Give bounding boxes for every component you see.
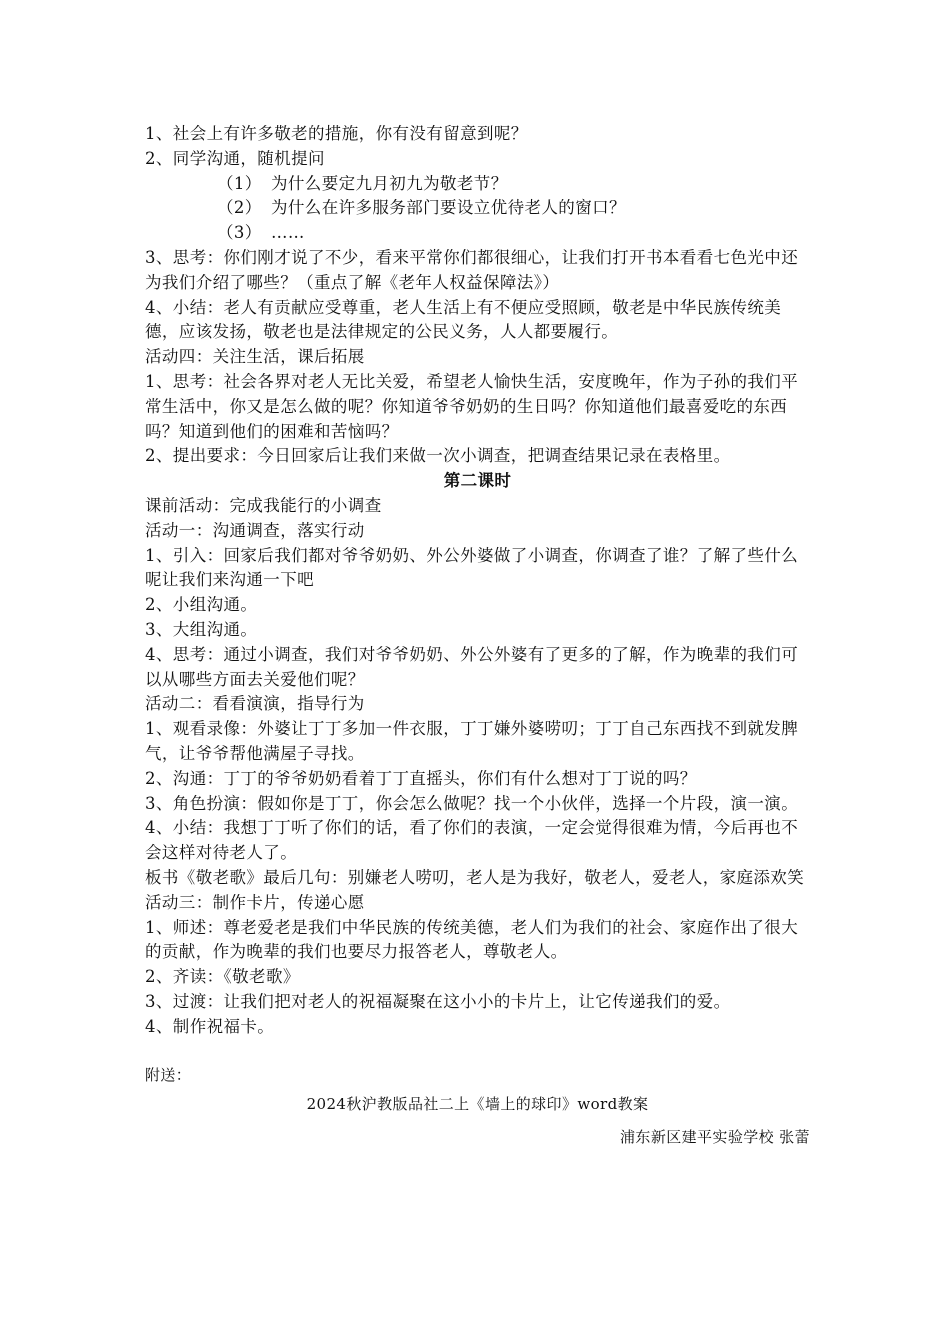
paragraph: 1、观看录像：外婆让丁丁多加一件衣服，丁丁嫌外婆唠叨；丁丁自己东西找不到就发脾气，让爷爷帮他满屋子寻找。 <box>145 719 799 763</box>
paragraph: 3、大组沟通。 <box>145 619 258 639</box>
paragraph: 3、过渡：让我们把对老人的祝福凝聚在这小小的卡片上，让它传递我们的爱。 <box>145 991 731 1011</box>
question-number: （1） <box>217 173 262 193</box>
paragraph: 3、思考：你们刚才说了不少，看来平常你们都很细心，让我们打开书本看看七色光中还为我们介绍了哪些？（重点了解《老年人权益保障法》） <box>145 247 799 292</box>
paragraph: 板书《敬老歌》最后几句：别嫌老人唠叨，老人是为我好，敬老人，爱老人，家庭添欢笑 <box>145 867 805 887</box>
paragraph: 1、师述：尊老爱老是我们中华民族的传统美德，老人们为我们的社会、家庭作出了很大的贡献，作为晚辈的我们也要尽力报答老人，尊敬老人。 <box>145 917 799 962</box>
question-number: （2） <box>217 198 262 218</box>
question-text: 为什么在许多服务部门要设立优待老人的窗口？ <box>271 198 626 218</box>
paragraph: 4、制作祝福卡。 <box>145 1016 275 1036</box>
question-item <box>145 172 810 197</box>
question-item <box>145 221 810 246</box>
paragraph: 2、小组沟通。 <box>145 595 258 615</box>
paragraph: 4、小结：我想丁丁听了你们的话，看了你们的表演，一定会觉得很难为情，今后再也不会这样对待老人了。 <box>145 818 799 863</box>
paragraph: 1、社会上有许多敬老的措施，你有没有留意到呢？ <box>145 124 528 143</box>
paragraph: 2、提出要求：今日回家后让我们来做一次小调查，把调查结果记录在表格里。 <box>145 446 731 466</box>
paragraph: 1、引入：回家后我们都对爷爷奶奶、外公外婆做了小调查，你调查了谁？了解了些什么呢让我们来沟通一下吧 <box>145 545 799 590</box>
paragraph: 1、思考：社会各界对老人无比关爱，希望老人愉快生活，安度晚年，作为子孙的我们平常生活中，你又是怎么做的呢？你知道爷爷奶奶的生日吗？你知道他们最喜爱吃的东西吗？知道到他们的困难和苦恼吗？ <box>145 371 799 441</box>
paragraph: 4、思考：通过小调查，我们对爷爷奶奶、外公外婆有了更多的了解，作为晚辈的我们可以从哪些方面去关爱他们呢？ <box>145 644 799 689</box>
document-body <box>145 122 810 1150</box>
section-title: 第二课时 <box>443 471 512 491</box>
attached-title: 2024秋沪教版品社二上《墙上的球印》word教案 <box>306 1095 649 1114</box>
paragraph: 2、沟通：丁丁的爷爷奶奶看着丁丁直摇头，你们有什么想对丁丁说的吗？ <box>145 768 697 788</box>
paragraph: 3、角色扮演：假如你是丁丁，你会怎么做呢？找一个小伙伴，选择一个片段，演一演。 <box>145 793 799 813</box>
activity-heading: 课前活动：完成我能行的小调查 <box>145 495 382 515</box>
activity-heading: 活动三：制作卡片，传递心愿 <box>145 892 365 912</box>
paragraph: 2、齐读：《敬老歌》 <box>145 967 300 987</box>
question-number: （3） <box>217 223 262 243</box>
activity-heading: 活动四：关注生活，课后拓展 <box>145 347 365 367</box>
spacer <box>145 1039 810 1063</box>
activity-heading: 活动二：看看演演，指导行为 <box>145 694 365 714</box>
paragraph: 4、小结：老人有贡献应受尊重，老人生活上有不便应受照顾，敬老是中华民族传统美德，应该发扬，敬老也是法律规定的公民义务，人人都要履行。 <box>145 297 782 342</box>
question-text: …… <box>271 223 305 243</box>
question-text: 为什么要定九月初九为敬老节？ <box>271 173 508 193</box>
activity-heading: 活动一：沟通调查，落实行动 <box>145 520 365 540</box>
attachment-label: 附送： <box>145 1066 192 1085</box>
author-line: 浦东新区建平实验学校 张蕾 <box>620 1128 810 1147</box>
question-item <box>145 196 810 221</box>
paragraph: 2、同学沟通，随机提问 <box>145 148 325 168</box>
